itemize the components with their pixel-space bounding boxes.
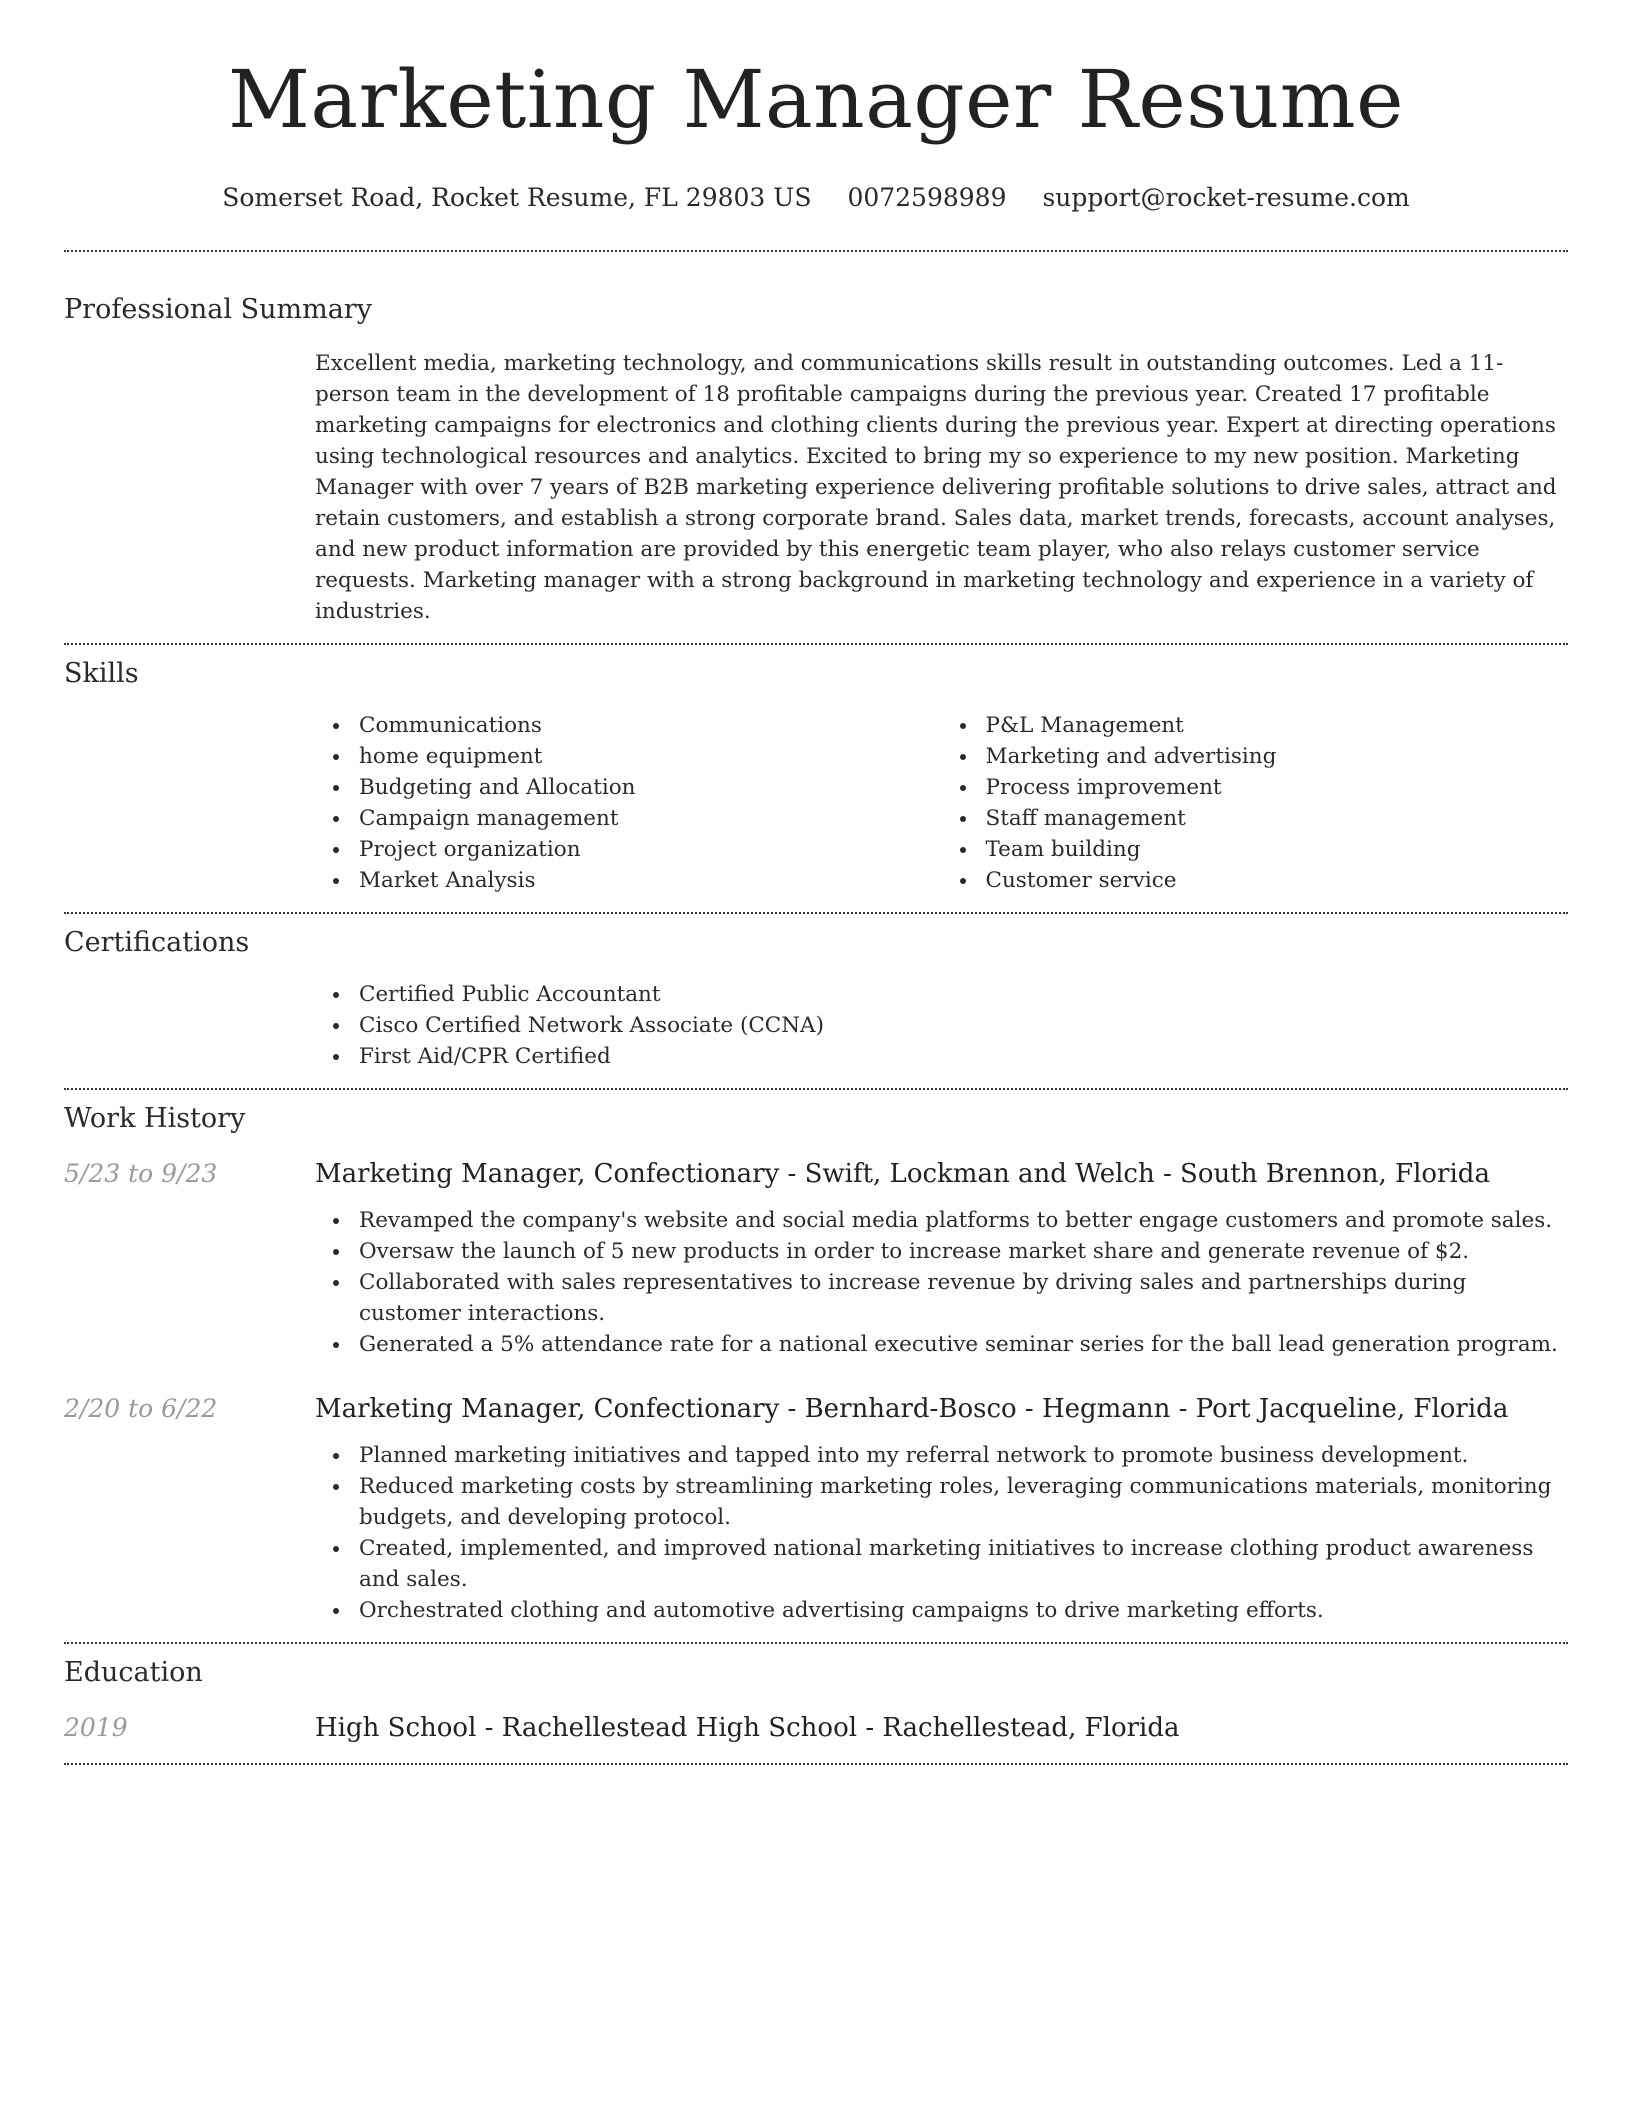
summary-heading: Professional Summary (64, 294, 372, 325)
skill-item: Staff management (986, 803, 1569, 834)
contact-phone: 0072598989 (847, 183, 1007, 212)
education-section (64, 1655, 1568, 1745)
education-year: 2019 (64, 1713, 128, 1742)
skill-item: Campaign management (359, 803, 942, 834)
work-history-section (64, 1101, 1568, 1626)
job-entry (64, 1157, 1568, 1360)
skill-item: Budgeting and Allocation (359, 772, 942, 803)
job-bullet: Collaborated with sales representatives to increase revenue by driving sales and partnerships during customer interactions. (359, 1267, 1568, 1329)
divider (64, 1088, 1568, 1090)
job-title: Marketing Manager, Confectionary - Swift, Lockman and Welch - South Brennon, Florida (315, 1159, 1490, 1189)
divider (64, 250, 1568, 252)
certification-item: Certified Public Accountant (359, 979, 1568, 1010)
divider (64, 1763, 1568, 1765)
divider (64, 643, 1568, 645)
skill-item: Team building (986, 834, 1569, 865)
job-title: Marketing Manager, Confectionary - Bernhard-Bosco - Hegmann - Port Jacqueline, Florida (315, 1394, 1509, 1424)
skill-item: Communications (359, 710, 942, 741)
certification-item: First Aid/CPR Certified (359, 1041, 1568, 1072)
job-dates: 2/20 to 6/22 (64, 1394, 218, 1423)
job-entry (64, 1392, 1568, 1626)
skills-heading: Skills (64, 658, 139, 689)
summary-section (64, 292, 1568, 627)
education-heading: Education (64, 1657, 203, 1688)
resume-title: Marketing Manager Resume (228, 53, 1404, 146)
job-bullet: Planned marketing initiatives and tapped into my referral network to promote business development. (359, 1440, 1568, 1471)
certifications-heading: Certifications (64, 927, 250, 958)
skill-item: Project organization (359, 834, 942, 865)
job-bullet: Orchestrated clothing and automotive advertising campaigns to drive marketing efforts. (359, 1595, 1568, 1626)
contact-address: Somerset Road, Rocket Resume, FL 29803 US (222, 183, 812, 212)
skill-item: Customer service (986, 865, 1569, 896)
job-bullet: Oversaw the launch of 5 new products in order to increase market share and generate revenue of $2. (359, 1236, 1568, 1267)
skill-item: home equipment (359, 741, 942, 772)
summary-text: Excellent media, marketing technology, and communications skills result in outstanding outcomes. Led a 11-person team in the development of 18 profitable campaigns during the previous year. Created 17 profitable marketing campaigns for electronics and clothing clients during the previous year. Expert at directing operations using technological resources and analytics. Excited to bring my so experience to my new position. Marketing Manager with over 7 years of B2B marketing experience delivering profitable solutions to drive sales, attract and retain customers, and establish a strong corporate brand. Sales data, market trends, forecasts, account analyses, and new product information are provided by this energetic team player, who also relays customer service requests. Marketing manager with a strong background in marketing technology and experience in a variety of industries. (315, 351, 1557, 624)
skills-column-left (315, 710, 942, 896)
certifications-list (315, 979, 1568, 1072)
job-bullet: Revamped the company's website and social media platforms to better engage customers and promote sales. (359, 1205, 1568, 1236)
education-school: High School - Rachellestead High School - Rachellestead, Florida (315, 1713, 1180, 1743)
skill-item: P&L Management (986, 710, 1569, 741)
contact-email: support@rocket-resume.com (1042, 183, 1410, 212)
skills-section (64, 656, 1568, 896)
skill-item: Process improvement (986, 772, 1569, 803)
job-bullet: Created, implemented, and improved national marketing initiatives to increase clothing product awareness and sales. (359, 1533, 1568, 1595)
work-history-heading: Work History (64, 1103, 246, 1134)
job-bullets (315, 1440, 1568, 1626)
certification-item: Cisco Certified Network Associate (CCNA) (359, 1010, 1568, 1041)
job-bullet: Reduced marketing costs by streamlining marketing roles, leveraging communications materials, monitoring budgets, and developing protocol. (359, 1471, 1568, 1533)
contact-line (64, 180, 1568, 216)
skills-column-right (942, 710, 1569, 896)
education-entry (64, 1711, 1568, 1745)
divider (64, 912, 1568, 914)
job-bullets (315, 1205, 1568, 1360)
job-bullet: Generated a 5% attendance rate for a national executive seminar series for the ball lead generation program. (359, 1329, 1568, 1360)
job-dates: 5/23 to 9/23 (64, 1159, 218, 1188)
skills-list (315, 710, 1568, 896)
certifications-section (64, 925, 1568, 1072)
divider (64, 1642, 1568, 1644)
skill-item: Marketing and advertising (986, 741, 1569, 772)
skill-item: Market Analysis (359, 865, 942, 896)
